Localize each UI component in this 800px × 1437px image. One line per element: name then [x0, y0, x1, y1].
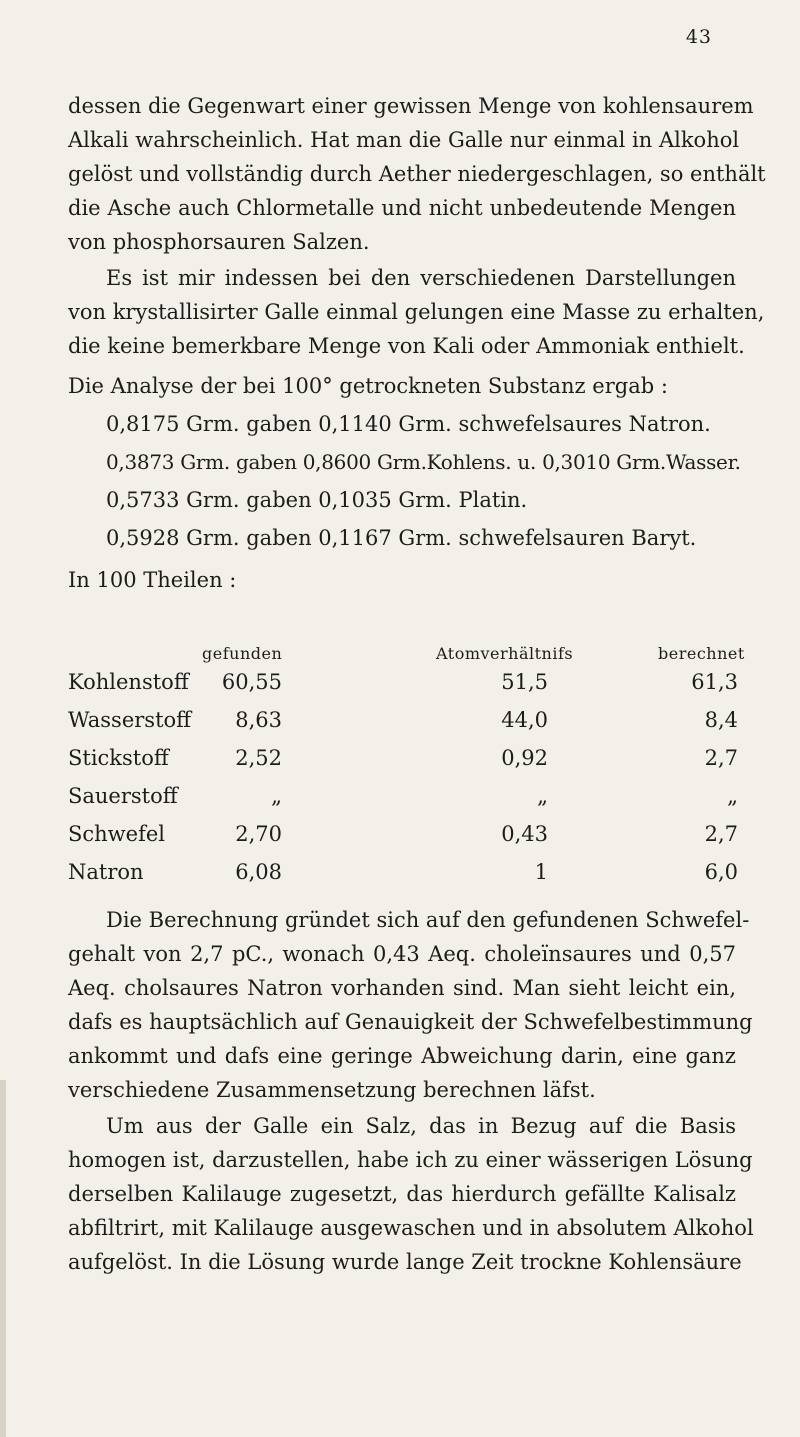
value-calc: 2,7	[704, 822, 738, 846]
analysis-line-4: 0,5928 Grm. gaben 0,1167 Grm. schwefelsauren Baryt.	[106, 526, 697, 550]
value-calc: „	[727, 784, 738, 808]
para1-line-2: Alkali wahrscheinlich. Hat man die Galle nur einmal in Alkohol	[68, 128, 740, 152]
analysis-intro: Die Analyse der bei 100° getrockneten Substanz ergab :	[68, 374, 668, 398]
value-atom: 0,92	[501, 746, 548, 770]
para2-line-2: von krystallisirter Galle einmal gelungen eine Masse zu erhalten,	[68, 300, 765, 324]
value-found: 2,52	[235, 746, 282, 770]
para1-line-4: die Asche auch Chlormetalle und nicht unbedeutende Mengen	[68, 196, 736, 220]
value-found: „	[271, 784, 282, 808]
value-found: 6,08	[235, 860, 282, 884]
para3-line-5: ankommt und dafs eine geringe Abweichung darin, eine ganz	[68, 1044, 736, 1068]
value-atom: 44,0	[501, 708, 548, 732]
value-calc: 61,3	[691, 670, 738, 694]
element-name: Wasserstoff	[68, 708, 192, 732]
para3-line-3: Aeq. cholsaures Natron vorhanden sind. Man sieht leicht ein,	[68, 976, 736, 1000]
para4-line-3: derselben Kalilauge zugesetzt, das hierdurch gefällte Kalisalz	[68, 1182, 736, 1206]
para1-line-1: dessen die Gegenwart einer gewissen Menge von kohlensaurem	[68, 94, 754, 118]
table-row	[68, 746, 748, 776]
value-calc: 2,7	[704, 746, 738, 770]
value-atom: 0,43	[501, 822, 548, 846]
element-name: Sauerstoff	[68, 784, 178, 808]
per-hundred-label: In 100 Theilen :	[68, 568, 237, 592]
value-found: 8,63	[235, 708, 282, 732]
analysis-line-2: 0,3873 Grm. gaben 0,8600 Grm.Kohlens. u. 0,3010 Grm.Wasser.	[106, 450, 741, 474]
para2-line-1: Es ist mir indessen bei den verschiedenen Darstellungen	[106, 266, 736, 290]
table-row	[68, 708, 748, 738]
table-row	[68, 860, 748, 890]
para2-line-3: die keine bemerkbare Menge von Kali oder Ammoniak enthielt.	[68, 334, 745, 358]
table-row	[68, 822, 748, 852]
para1-line-5: von phosphorsauren Salzen.	[68, 230, 370, 254]
value-calc: 8,4	[704, 708, 738, 732]
para3-line-4: dafs es hauptsächlich auf Genauigkeit der Schwefelbestimmung	[68, 1010, 753, 1034]
element-name: Natron	[68, 860, 144, 884]
value-atom: 1	[534, 860, 548, 884]
header-found: gefunden	[202, 644, 283, 663]
value-calc: 6,0	[704, 860, 738, 884]
analysis-line-3: 0,5733 Grm. gaben 0,1035 Grm. Platin.	[106, 488, 528, 512]
para4-line-2: homogen ist, darzustellen, habe ich zu einer wässerigen Lösung	[68, 1148, 753, 1172]
element-name: Schwefel	[68, 822, 165, 846]
para4-line-1: Um aus der Galle ein Salz, das in Bezug auf die Basis	[106, 1114, 736, 1138]
header-calc: berechnet	[658, 644, 745, 663]
para1-line-3: gelöst und vollständig durch Aether niedergeschlagen, so enthält	[68, 162, 766, 186]
para4-line-4: abfiltrirt, mit Kalilauge ausgewaschen und in absolutem Alkohol	[68, 1216, 754, 1240]
value-atom: 51,5	[501, 670, 548, 694]
para4-line-5: aufgelöst. In die Lösung wurde lange Zeit trockne Kohlensäure	[68, 1250, 742, 1274]
para3-line-2: gehalt von 2,7 pC., wonach 0,43 Aeq. choleïnsaures und 0,57	[68, 942, 736, 966]
para3-line-6: verschiedene Zusammensetzung berechnen läfst.	[68, 1078, 596, 1102]
table-row	[68, 784, 748, 814]
page-edge-shadow	[0, 1080, 6, 1437]
element-name: Stickstoff	[68, 746, 169, 770]
value-found: 60,55	[221, 670, 282, 694]
value-found: 2,70	[235, 822, 282, 846]
header-atom: Atomverhältnifs	[436, 644, 574, 663]
value-atom: „	[537, 784, 548, 808]
table-row	[68, 670, 748, 700]
page-number: 43	[685, 26, 712, 48]
element-name: Kohlenstoff	[68, 670, 189, 694]
para3-line-1: Die Berechnung gründet sich auf den gefundenen Schwefel-	[106, 908, 750, 932]
analysis-line-1: 0,8175 Grm. gaben 0,1140 Grm. schwefelsaures Natron.	[106, 412, 711, 436]
